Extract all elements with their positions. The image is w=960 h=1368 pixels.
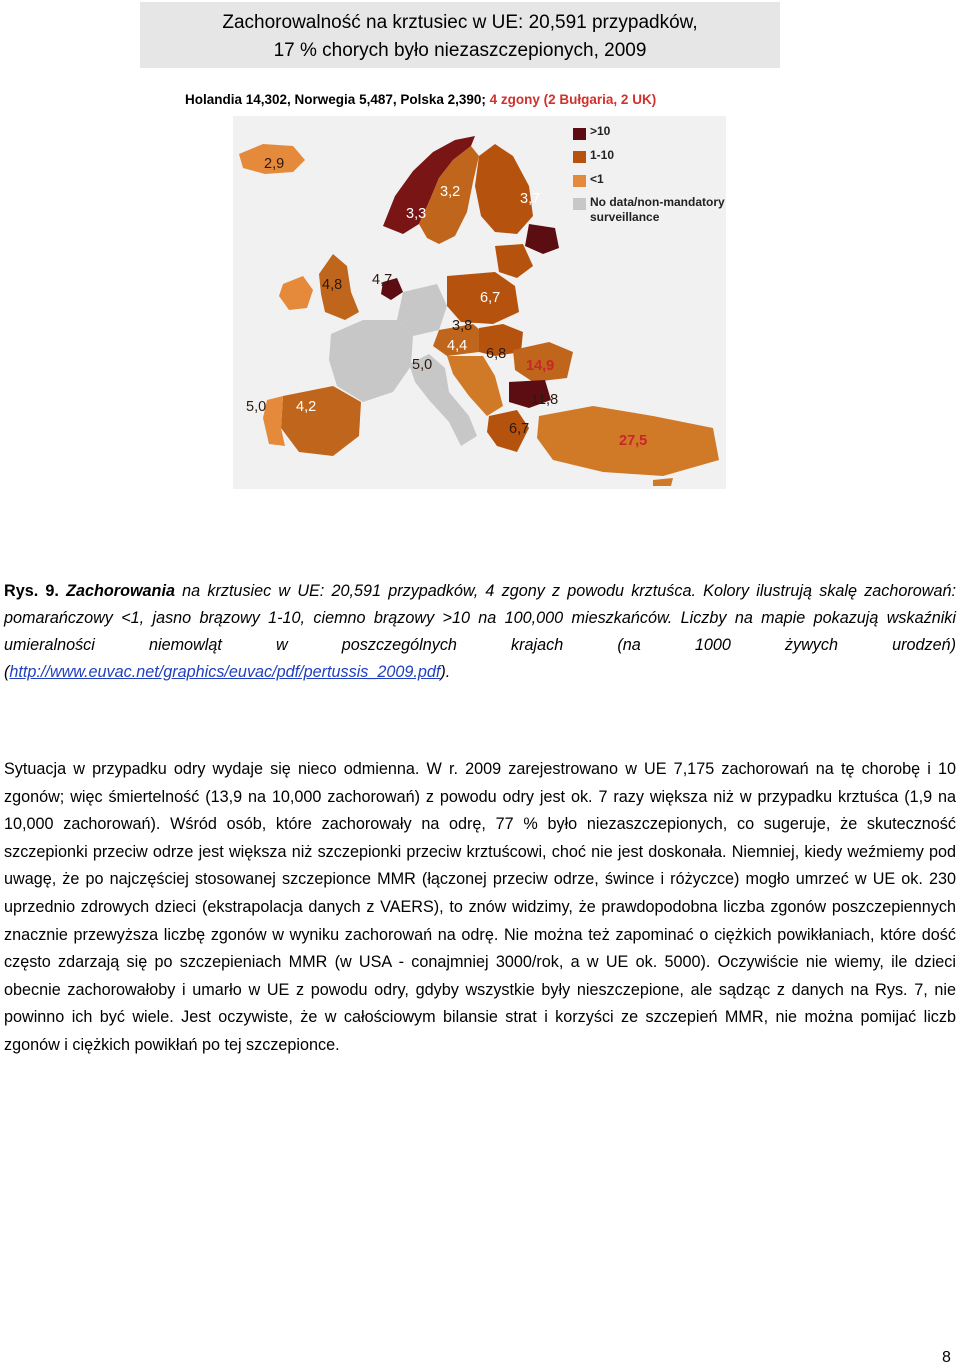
legend-label-low: <1 (590, 172, 604, 186)
subtitle-countries: Holandia 14,302, Norwegia 5,487, Polska 2,390; (185, 92, 490, 107)
value-spain: 4,2 (296, 399, 317, 415)
legend-label-nodata: No data/non-mandatory (590, 195, 725, 209)
value-uk: 4,8 (322, 277, 343, 293)
value-turkey: 27,5 (619, 433, 648, 449)
value-portugal: 5,0 (246, 399, 267, 415)
value-finland: 3,7 (520, 191, 541, 207)
legend-label-surveillance: surveillance (590, 210, 660, 224)
value-bulgaria: 11,8 (531, 392, 559, 408)
europe-map (233, 116, 726, 489)
figure-caption (4, 578, 956, 686)
legend-swatch-high (573, 128, 586, 140)
title-line-1: Zachorowalność na krztusiec w UE: 20,591 przypadków, (222, 12, 698, 33)
legend-label-mid: 1-10 (590, 148, 615, 162)
title-box (140, 2, 780, 68)
value-greece: 6,7 (509, 421, 530, 437)
legend-swatch-mid (573, 151, 586, 163)
value-norway: 3,3 (406, 206, 427, 222)
value-netherlands: 4,7 (372, 272, 393, 288)
value-poland: 6,7 (480, 290, 501, 306)
legend-swatch-nodata (573, 198, 586, 210)
map-subtitle (185, 92, 656, 107)
value-iceland: 2,9 (264, 156, 285, 172)
source-link[interactable]: http://www.euvac.net/graphics/euvac/pdf/pertussis_2009.pdf (9, 663, 441, 681)
title-line-2: 17 % chorych było niezaszczepionych, 2009 (273, 40, 647, 61)
caption-bold: Zachorowania (66, 582, 175, 600)
value-romania: 14,9 (526, 358, 555, 374)
value-austria: 5,0 (412, 357, 433, 373)
subtitle-deaths: 4 zgony (2 Bułgaria, 2 UK) (489, 92, 657, 107)
page-number: 8 (942, 1349, 951, 1366)
caption-label: Rys. 9. (4, 582, 59, 600)
value-czech: 3,8 (452, 318, 473, 334)
caption-end: ). (440, 663, 451, 681)
value-sweden: 3,2 (440, 184, 461, 200)
body-paragraph: Sytuacja w przypadku odry wydaje się nieco odmienna. W r. 2009 zarejestrowano w UE 7,175 zachorowań na tę chorobę i 10 zgonów; więc śmiertelność (13,9 na 10,000 zachorowań) z powodu odry jest ok. 7 razy większa niż w przypadku krztuśca (1,9 na 10,000 zachorowań). Wśród osób, które zachorowały na odrę, 77 % było niezaszczepionych, co sugeruje, że skuteczność szczepionki przeciw odrze jest większa niż szczepionki przeciw krztuścowi, choć nie jest doskonała. Niemniej, kiedy weźmiemy pod uwagę, że po najczęściej stosowanej szczepionce MMR (łączonej przeciw odrze, śwince i różyczce) mogło umrzeć w UE ok. 230 uprzednio zdrowych dzieci (ekstrapolacja danych z VAERS), to znów widzimy, że prawdopodobna liczba zgonów poszczepiennych znacznie przewyższa liczbę zgonów w wyniku zachorowań na odrę. Nie można też zapominać o ciężkich powikłaniach, które dość często zdarzają się po szczepieniach MMR (w USA - conajmniej 3000/rok, a w UE ok. 5000). Oczywiście nie wiemy, ile dzieci obecnie zachorowałoby i umarło w UE z powodu odry, gdyby wszystkie były nieszczepione, ale sądząc z danych na Rys. 7, nie powinno ich być wiele. Jest oczywiste, że w całościowym bilansie strat i korzyści ze szczepień MMR, nie można pomijać liczb zgonów i ciężkich powikłań po tej szczepionce. (4, 760, 956, 1054)
caption-text: na krztusiec w UE: 20,591 przypadków, 4 zgony z powodu krztuśca. Kolory ilustrują skalę zachorowań: pomarańczowy <1, jasno brązowy 1-10, ciemno brązowy >10 na 100,000 mieszkańców. Liczby na mapie pokazują wskaźniki umieralności niemowląt w poszczególnych krajach (na 1000 żywych urodzeń) ( (4, 582, 956, 681)
value-slovakia: 4,4 (447, 338, 468, 354)
legend-label-high: >10 (590, 124, 611, 138)
legend-swatch-low (573, 175, 586, 187)
value-hungary: 6,8 (486, 346, 507, 362)
